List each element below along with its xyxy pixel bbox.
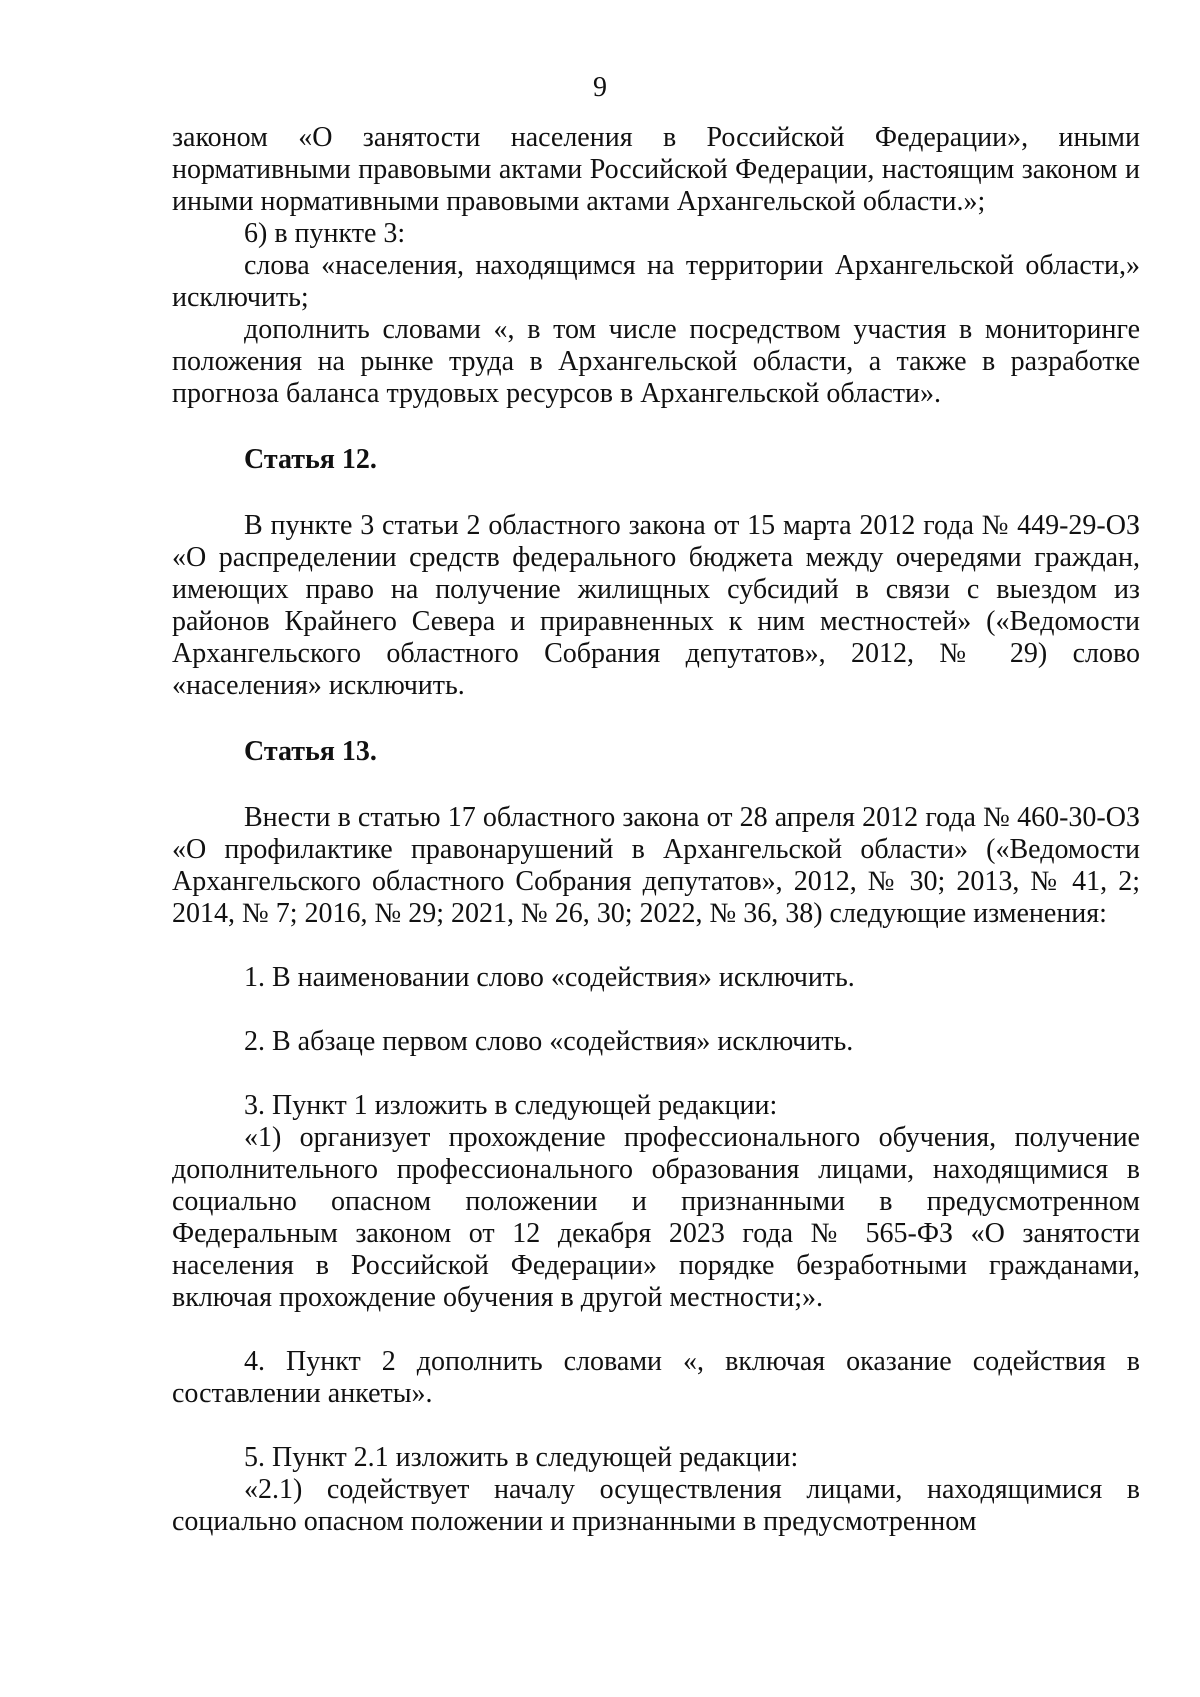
paragraph-words-add: дополнить словами «, в том числе посредством участия в мониторинге положения на рынке труда в Архангельской области, а также в разработке прогноза баланса трудовых ресурсов в Архангельской области».	[172, 314, 1140, 409]
article-13-item-3-text: «1) организует прохождение профессионального обучения, получение дополнительного профессионального образования лицами, находящимися в социально опасном положении и признанными в предусмотренном Федеральным законом от 12 декабря 2023 года № 565-ФЗ «О занятости населения в Российской Федерации» порядке безработными гражданами, включая прохождение обучения в другой местности;».	[172, 1122, 1140, 1313]
article-13-heading: Статья 13.	[244, 736, 377, 767]
article-12-paragraph: В пункте 3 статьи 2 областного закона от 15 марта 2012 года № 449-29-ОЗ «О распределении средств федерального бюджета между очередями граждан, имеющих право на получение жилищных субсидий в связи с выездом из районов Крайнего Севера и приравненных к ним местностей» («Ведомости Архангельского областного Собрания депутатов», 2012, № 29) слово «населения» исключить.	[172, 510, 1140, 701]
paragraph-subitem-6: 6) в пункте 3:	[244, 218, 406, 249]
article-13-item-5-text: «2.1) содействует началу осуществления лицами, находящимися в социально опасном положении и признанными в предусмотренном	[172, 1474, 1140, 1537]
article-12-heading: Статья 12.	[244, 444, 377, 475]
article-13-item-2: 2. В абзаце первом слово «содействия» исключить.	[244, 1026, 854, 1057]
article-13-item-4: 4. Пункт 2 дополнить словами «, включая оказание содействия в составлении анкеты».	[172, 1346, 1140, 1409]
page-number: 9	[593, 72, 607, 103]
article-13-item-3: 3. Пункт 1 изложить в следующей редакции:	[244, 1090, 778, 1121]
paragraph-words-exclude: слова «населения, находящимся на территории Архангельской области,» исключить;	[172, 250, 1140, 313]
article-13-item-1: 1. В наименовании слово «содействия» исключить.	[244, 962, 855, 993]
article-13-paragraph: Внести в статью 17 областного закона от 28 апреля 2012 года № 460-30-ОЗ «О профилактике правонарушений в Архангельской области» («Ведомости Архангельского областного Собрания депутатов», 2012, № 30; 2013, № 41, 2; 2014, № 7; 2016, № 29; 2021, № 26, 30; 2022, № 36, 38) следующие изменения:	[172, 802, 1140, 929]
document-body	[172, 122, 1140, 1538]
article-13-item-5: 5. Пункт 2.1 изложить в следующей редакции:	[244, 1442, 799, 1473]
paragraph-intro-continuation: законом «О занятости населения в Российской Федерации», иными нормативными правовыми актами Российской Федерации, настоящим законом и иными нормативными правовыми актами Архангельской области.»;	[172, 122, 1140, 217]
